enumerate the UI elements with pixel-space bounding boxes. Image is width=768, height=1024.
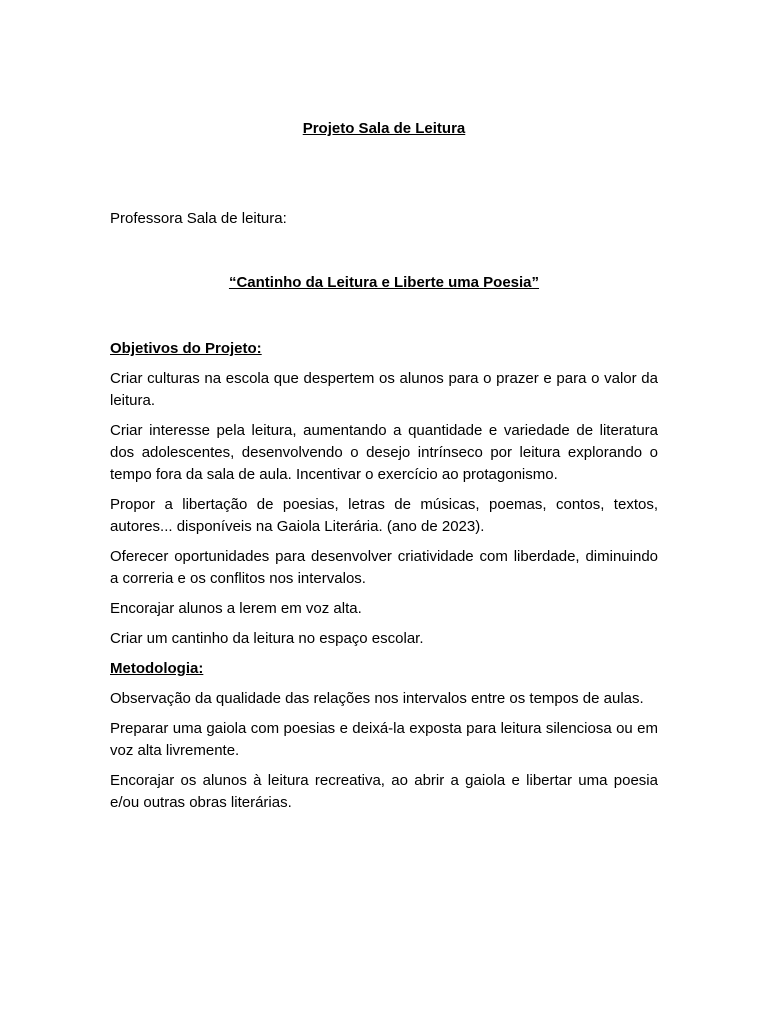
- objective-item: Criar culturas na escola que despertem os alunos para o prazer e para o valor da leitura.: [110, 370, 658, 409]
- objective-item: Criar interesse pela leitura, aumentando a quantidade e variedade de literatura dos adolescentes, desenvolvendo o desejo intrínseco por leitura explorando o tempo fora da sala de aula. Incentivar o exercício ao protagonismo.: [110, 422, 658, 483]
- objective-item: Encorajar alunos a lerem em voz alta.: [110, 600, 362, 617]
- methodology-item: Observação da qualidade das relações nos intervalos entre os tempos de aulas.: [110, 690, 644, 707]
- objective-item: Criar um cantinho da leitura no espaço escolar.: [110, 630, 424, 647]
- objective-item: Oferecer oportunidades para desenvolver criatividade com liberdade, diminuindo a correria e os conflitos nos intervalos.: [110, 548, 658, 587]
- teacher-label: Professora Sala de leitura:: [110, 210, 287, 227]
- methodology-item: Encorajar os alunos à leitura recreativa, ao abrir a gaiola e libertar uma poesia e/ou outras obras literárias.: [110, 772, 658, 811]
- document-body: [110, 338, 658, 822]
- project-name: “Cantinho da Leitura e Liberte uma Poesia”: [228, 274, 540, 291]
- objectives-heading: Objetivos do Projeto:: [110, 340, 262, 357]
- methodology-heading: Metodologia:: [110, 660, 204, 677]
- document-title: Projeto Sala de Leitura: [302, 120, 466, 137]
- objective-item: Propor a libertação de poesias, letras de músicas, poemas, contos, textos, autores... disponíveis na Gaiola Literária. (ano de 2023).: [110, 496, 658, 535]
- methodology-item: Preparar uma gaiola com poesias e deixá-la exposta para leitura silenciosa ou em voz alta livremente.: [110, 720, 658, 759]
